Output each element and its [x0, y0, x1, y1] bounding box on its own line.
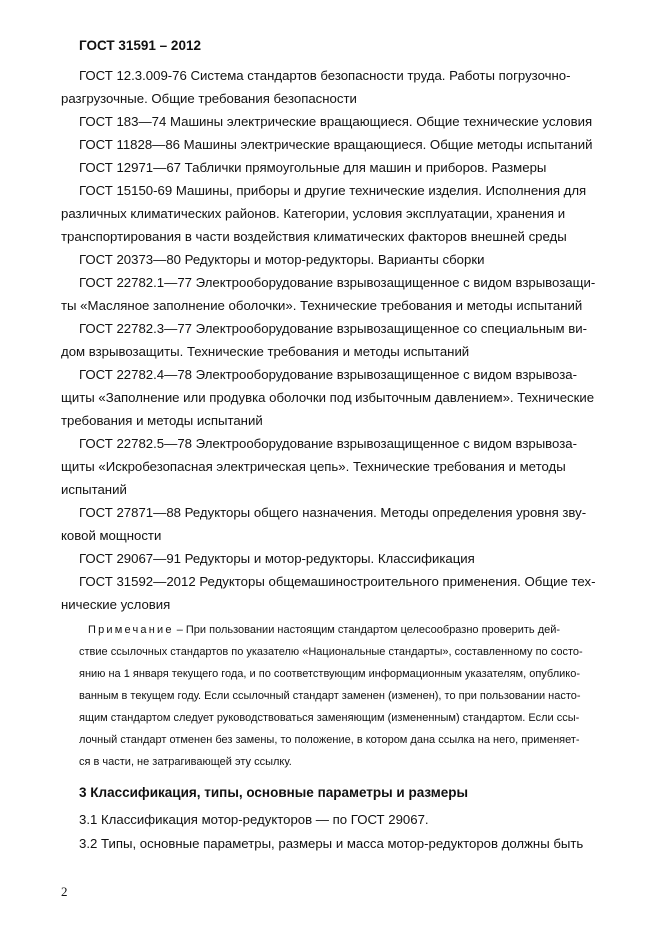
ref-line: ГОСТ 183—74 Машины электрические вращающиеся. Общие технические условия — [79, 114, 593, 129]
ref-line: ГОСТ 22782.5—78 Электрооборудование взрывозащищенное с видом взрывоза- — [79, 436, 577, 451]
ref-line: щиты «Искробезопасная электрическая цепь». Технические требования и методы — [61, 459, 566, 474]
ref-line: ГОСТ 15150-69 Машины, приборы и другие технические изделия. Исполнения для — [79, 183, 587, 198]
note-line: ящим стандартом следует руководствоваться заменяющим (измененным) стандартом. Если ссы- — [79, 712, 580, 724]
note-first-line — [88, 623, 622, 637]
ref-line: ГОСТ 22782.3—77 Электрооборудование взрывозащищенное со специальным ви- — [79, 321, 587, 336]
note-label: Примечание — [88, 624, 174, 636]
ref-line: испытаний — [61, 482, 127, 497]
note-text: – При пользовании настоящим стандартом целесообразно проверить дей- — [173, 624, 561, 636]
clause-3-2: 3.2 Типы, основные параметры, размеры и масса мотор-редукторов должны быть — [79, 836, 584, 851]
ref-line: ГОСТ 12971—67 Таблички прямоугольные для машин и приборов. Размеры — [79, 160, 547, 175]
page-header-standard: ГОСТ 31591 – 2012 — [79, 38, 201, 53]
ref-line: ты «Масляное заполнение оболочки». Технические требования и методы испытаний — [61, 298, 583, 313]
note-line: ствие ссылочных стандартов по указателю «Национальные стандарты», составленному по состо- — [79, 646, 583, 658]
ref-line: ковой мощности — [61, 528, 162, 543]
ref-line: ГОСТ 20373—80 Редукторы и мотор-редукторы. Варианты сборки — [79, 252, 485, 267]
ref-line: ГОСТ 22782.1—77 Электрооборудование взрывозащищенное с видом взрывозащи- — [79, 275, 596, 290]
ref-line: ГОСТ 12.3.009-76 Система стандартов безопасности труда. Работы погрузочно- — [79, 68, 571, 83]
ref-line: требования и методы испытаний — [61, 413, 263, 428]
note-line: лочный стандарт отменен без замены, то положение, в котором дана ссылка на него, применяет- — [79, 734, 580, 746]
section-3-title: 3 Классификация, типы, основные параметры и размеры — [79, 785, 469, 800]
ref-line: ГОСТ 22782.4—78 Электрооборудование взрывозащищенное с видом взрывоза- — [79, 367, 577, 382]
ref-line: нические условия — [61, 597, 171, 612]
ref-line: различных климатических районов. Категории, условия эксплуатации, хранения и — [61, 206, 566, 221]
note-line: янию на 1 января текущего года, и по соответствующим информационным указателям, опублико- — [79, 668, 580, 680]
ref-line: щиты «Заполнение или продувка оболочки под избыточным давлением». Технические — [61, 390, 595, 405]
ref-line: дом взрывозащиты. Технические требования и методы испытаний — [61, 344, 470, 359]
ref-line: ГОСТ 27871—88 Редукторы общего назначения. Методы определения уровня зву- — [79, 505, 587, 520]
note-line: ся в части, не затрагивающей эту ссылку. — [79, 756, 292, 768]
ref-line: ГОСТ 11828—86 Машины электрические вращающиеся. Общие методы испытаний — [79, 137, 593, 152]
ref-line: разгрузочные. Общие требования безопасности — [61, 91, 357, 106]
ref-line: ГОСТ 31592—2012 Редукторы общемашиностроительного применения. Общие тех- — [79, 574, 596, 589]
ref-line: ГОСТ 29067—91 Редукторы и мотор-редукторы. Классификация — [79, 551, 475, 566]
note-line: ванным в текущем году. Если ссылочный стандарт заменен (изменен), то при пользовании насто- — [79, 690, 581, 702]
clause-3-1: 3.1 Классификация мотор-редукторов — по ГОСТ 29067. — [79, 812, 429, 827]
ref-line: транспортирования в части воздействия климатических факторов внешней среды — [61, 229, 567, 244]
page-number: 2 — [61, 884, 68, 899]
